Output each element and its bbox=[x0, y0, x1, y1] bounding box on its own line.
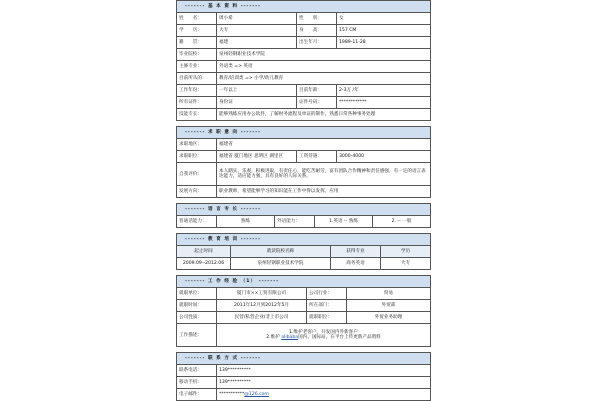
foreign-value-1: 1.英语 -- 熟练 bbox=[315, 216, 373, 228]
section-title-lang: ------- 语 言 专 长 ------- bbox=[177, 204, 431, 216]
edu-label: 学 历： bbox=[177, 25, 217, 37]
email-link[interactable]: @126.com bbox=[244, 392, 269, 397]
self-label: 自我评价： bbox=[177, 163, 217, 186]
edu-header-major: 获得专业 bbox=[331, 246, 381, 258]
desc-line-2-a: 2.维护 bbox=[266, 335, 282, 340]
mandarin-value: 熟练 bbox=[217, 216, 275, 228]
mobile-value: 139********** bbox=[217, 377, 431, 389]
id-value: 身份证 bbox=[217, 97, 297, 109]
skill-label: 技能专长： bbox=[177, 109, 217, 121]
edu-row-school: 泉州轻钢职业技术学院 bbox=[231, 258, 331, 270]
edu-header-school: 就读院校名称 bbox=[231, 246, 331, 258]
section-title-work: ------- 工 作 经 验 （1） ------- bbox=[177, 276, 431, 288]
name-value: 周小希 bbox=[217, 13, 297, 25]
mobile-label: 移动手机： bbox=[177, 377, 217, 389]
skill-value: 能够熟练应用办公软件，了解财务流程及单证的制作，熟悉日常各种事务处理 bbox=[217, 109, 431, 121]
height-label: 身 高： bbox=[297, 25, 337, 37]
work-table bbox=[176, 275, 431, 347]
birth-value: 1989-11-28 bbox=[337, 37, 431, 49]
gender-value: 女 bbox=[337, 13, 431, 25]
self-value: 本人踏实，乐观，积极进取，有责任心，能吃苦耐劳，富有团队合作精神和责任感强，有一定的语言表达能力，适应能力强，具有良好的人际关系。 bbox=[217, 163, 431, 186]
pay-value: 3000-4000 bbox=[337, 151, 431, 163]
time-label: 就职时间： bbox=[177, 300, 217, 312]
loc-value: 福建省 bbox=[217, 139, 431, 151]
nature-label: 公司性质： bbox=[177, 312, 217, 324]
edu-row-time: 2009.09--2012.06 bbox=[177, 258, 231, 270]
nature-value: 民营/私营企业/非上市公司 bbox=[217, 312, 307, 324]
edu-row-major: 商务英语 bbox=[331, 258, 381, 270]
pay-label: 工资待遇： bbox=[297, 151, 337, 163]
email-label: 电子邮件： bbox=[177, 389, 217, 401]
school-label: 毕业院校： bbox=[177, 49, 217, 61]
idno-label: 证件号码： bbox=[297, 97, 337, 109]
major-label: 主修专业： bbox=[177, 61, 217, 73]
foreign-label: 外语能力： bbox=[275, 216, 315, 228]
phone-label: 联系电话： bbox=[177, 365, 217, 377]
dept-value: 外贸部 bbox=[347, 300, 431, 312]
role-label: 就职职位： bbox=[307, 312, 347, 324]
desc-line-2-b: 国内、国际站，在平台上传更新产品资料 bbox=[298, 335, 381, 340]
major-value: 外语类 => 英语 bbox=[217, 61, 431, 73]
pos-label: 求职职位： bbox=[177, 151, 217, 163]
prev-label: 目前所从的： bbox=[177, 73, 217, 85]
other-label: 发展方向： bbox=[177, 186, 217, 198]
edu-value: 大专 bbox=[217, 25, 297, 37]
years-value: 一年以上 bbox=[217, 85, 297, 97]
prev-value: 教育/培训类 => 小学/幼儿教育 bbox=[217, 73, 431, 85]
years-label: 工作年份： bbox=[177, 85, 217, 97]
school-value: 泉州轻钢职业技术学院 bbox=[217, 49, 431, 61]
other-value: 职业教师，希望能够学习的知识能在工作中得以发挥，应用 bbox=[217, 186, 431, 198]
edu-header-degree: 学历 bbox=[381, 246, 431, 258]
gender-label: 性 别： bbox=[297, 13, 337, 25]
pos-value: 福建省 厦门地区 思明区 湖里区 bbox=[217, 151, 297, 163]
resume-page bbox=[176, 0, 430, 400]
email-user: *********** bbox=[219, 392, 245, 397]
section-title-edu: ------- 教 育 培 训 ------- bbox=[177, 234, 431, 246]
idno-value: ************ bbox=[337, 97, 431, 109]
email-value bbox=[217, 389, 431, 401]
company-label: 就职单位： bbox=[177, 288, 217, 300]
alibaba-link[interactable]: alibaba bbox=[281, 335, 299, 340]
desc-label: 工作描述： bbox=[177, 324, 217, 347]
edu-header-time: 起止时间 bbox=[177, 246, 231, 258]
section-title-job: ------- 求 职 意 向 ------- bbox=[177, 127, 431, 139]
desc-line-2 bbox=[219, 335, 428, 340]
phone-value: 139********** bbox=[217, 365, 431, 377]
loc-label: 求职地区： bbox=[177, 139, 217, 151]
foreign-value-2: 2. -- 一般 bbox=[373, 216, 431, 228]
type-value: 贸易 bbox=[347, 288, 431, 300]
dept-label: 所在部门： bbox=[307, 300, 347, 312]
edu-row-degree: 大专 bbox=[381, 258, 431, 270]
role-value: 外贸业务助理 bbox=[347, 312, 431, 324]
height-value: 157 CM bbox=[337, 25, 431, 37]
type-label: 公司行业： bbox=[307, 288, 347, 300]
job-intention-table bbox=[176, 126, 431, 198]
company-value: 厦门市××工贸有限公司 bbox=[217, 288, 307, 300]
basic-info-table bbox=[176, 0, 431, 121]
education-table bbox=[176, 233, 431, 270]
origin-label: 籍 贯： bbox=[177, 37, 217, 49]
contact-table bbox=[176, 352, 431, 401]
origin-value: 福建 bbox=[217, 37, 297, 49]
desc-line-1: 1.维护老客户，开发国内外新客户 bbox=[289, 329, 358, 335]
mandarin-label: 普通话能力： bbox=[177, 216, 217, 228]
time-value: 2011年12月到2012年5月 bbox=[217, 300, 307, 312]
section-title-basic: ------- 基 本 资 料 ------- bbox=[177, 1, 431, 13]
section-title-contact: ------- 联 系 方 式 ------- bbox=[177, 353, 431, 365]
salary-value: 2-3万 /年 bbox=[337, 85, 431, 97]
language-table bbox=[176, 203, 431, 228]
desc-value bbox=[217, 324, 431, 347]
name-label: 姓 名： bbox=[177, 13, 217, 25]
salary-label: 目前年薪： bbox=[297, 85, 337, 97]
birth-label: 出生年月： bbox=[297, 37, 337, 49]
id-label: 所有证件： bbox=[177, 97, 217, 109]
